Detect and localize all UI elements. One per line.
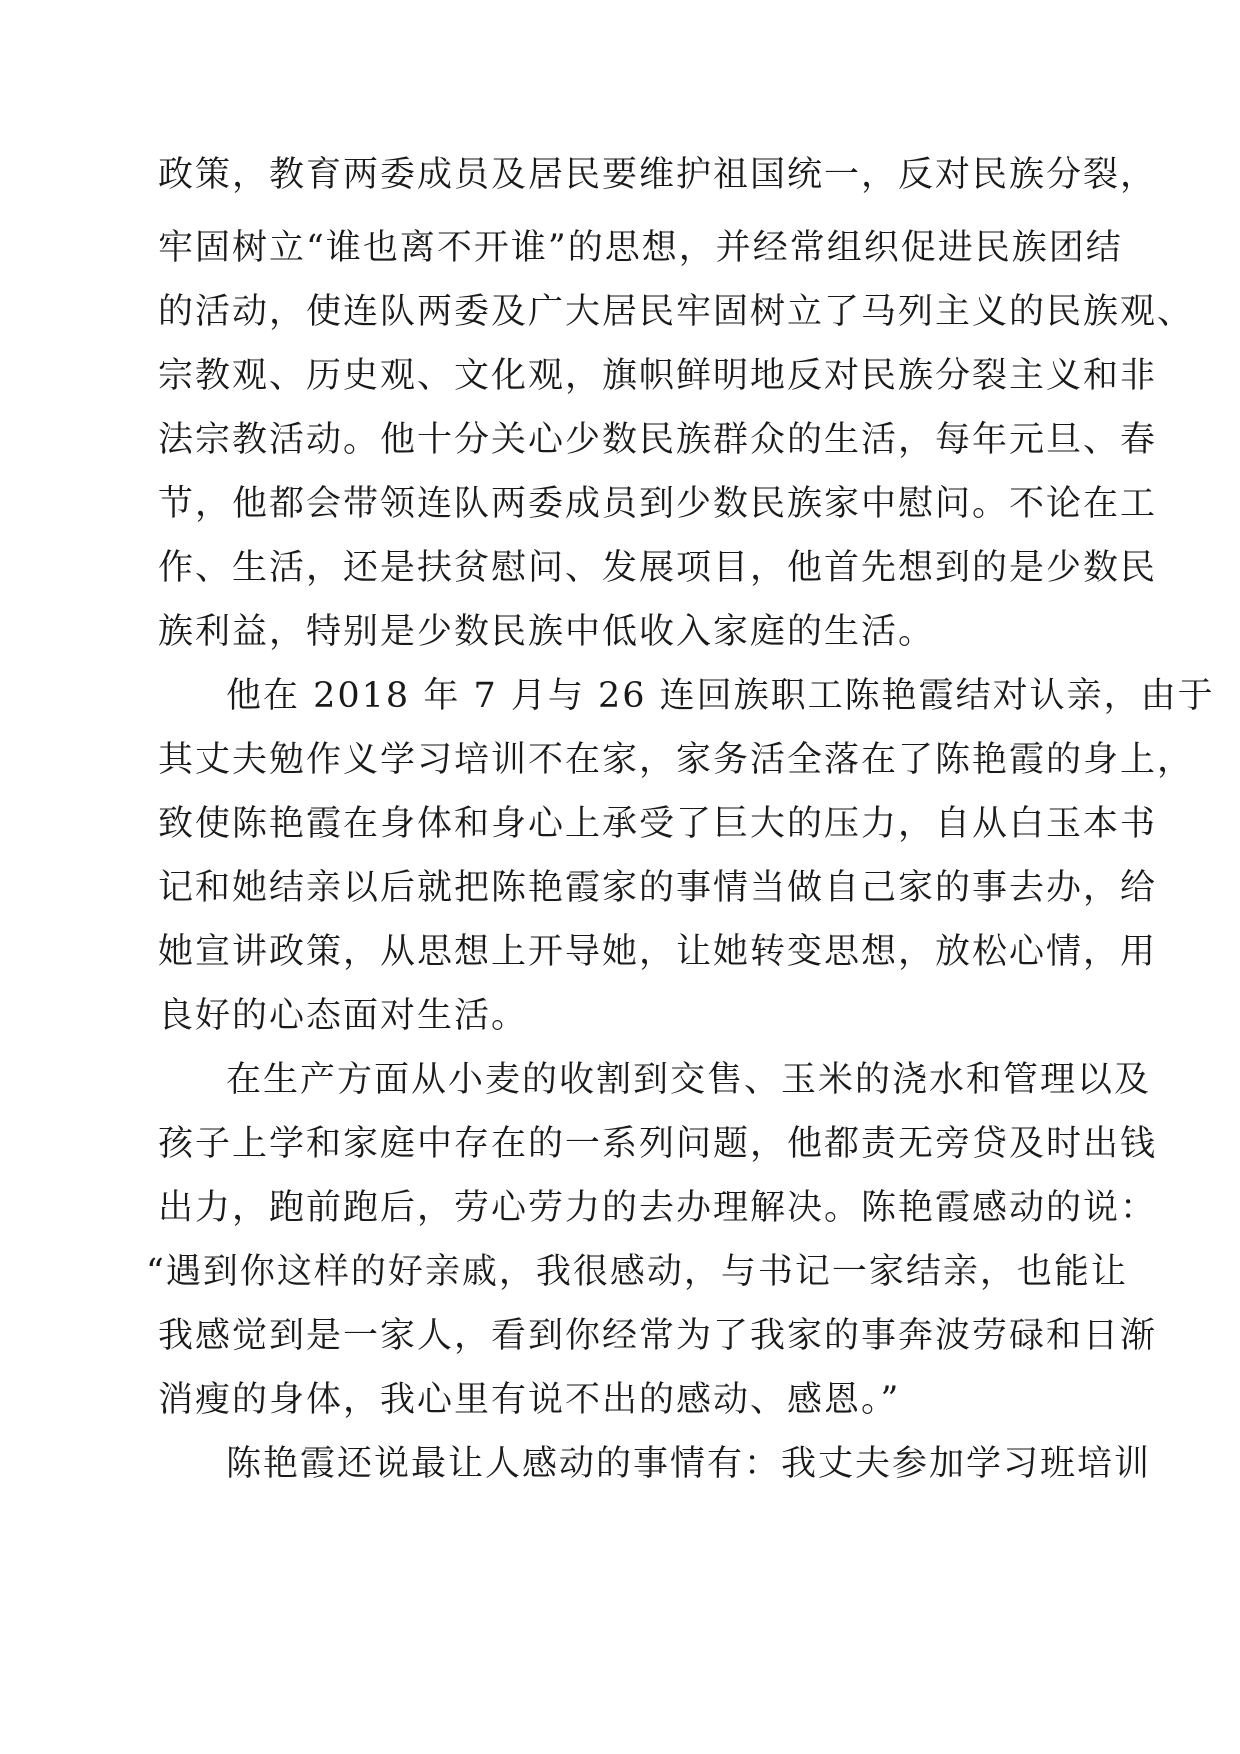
text-line: 其丈夫勉作义学习培训不在家，家务活全落在了陈艳霞的身上， <box>158 740 1195 780</box>
text-line: 政策，教育两委成员及居民要维护祖国统一，反对民族分裂， <box>158 155 1158 195</box>
text-line: 在生产方面从小麦的收割到交售、玉米的浇水和管理以及 <box>226 1060 1152 1100</box>
text-line: 陈艳霞还说最让人感动的事情有：我丈夫参加学习班培训 <box>226 1444 1152 1484</box>
text-line: 他在 2018 年 7 月与 26 连回族职工陈艳霞结对认亲，由于 <box>226 676 1215 716</box>
text-line: “遇到你这样的好亲戚，我很感动，与书记一家结亲，也能让 <box>146 1252 1128 1292</box>
text-line: 我感觉到是一家人，看到你经常为了我家的事奔波劳碌和日渐 <box>158 1316 1158 1356</box>
text-line: 族利益，特别是少数民族中低收入家庭的生活。 <box>158 612 936 652</box>
text-line: 作、生活，还是扶贫慰问、发展项目，他首先想到的是少数民 <box>158 548 1158 588</box>
text-line: 孩子上学和家庭中存在的一系列问题，他都责无旁贷及时出钱 <box>158 1124 1158 1164</box>
text-line: 出力，跑前跑后，劳心劳力的去办理解决。陈艳霞感动的说： <box>158 1188 1158 1228</box>
text-line: 节，他都会带领连队两委成员到少数民族家中慰问。不论在工 <box>158 484 1158 524</box>
text-line: 记和她结亲以后就把陈艳霞家的事情当做自己家的事去办，给 <box>158 868 1158 908</box>
text-line: 宗教观、历史观、文化观，旗帜鲜明地反对民族分裂主义和非 <box>158 356 1158 396</box>
text-line: 良好的心态面对生活。 <box>158 996 529 1036</box>
text-line: 的活动，使连队两委及广大居民牢固树立了马列主义的民族观、 <box>158 292 1195 332</box>
text-line: 牢固树立“谁也离不开谁”的思想，并经常组织促进民族团结 <box>158 228 1123 268</box>
text-line: 法宗教活动。他十分关心少数民族群众的生活，每年元旦、春 <box>158 420 1158 460</box>
text-line: 消瘦的身体，我心里有说不出的感动、感恩。” <box>158 1380 901 1420</box>
text-line: 她宣讲政策，从思想上开导她，让她转变思想，放松心情，用 <box>158 932 1158 972</box>
text-line: 致使陈艳霞在身体和身心上承受了巨大的压力，自从白玉本书 <box>158 804 1158 844</box>
